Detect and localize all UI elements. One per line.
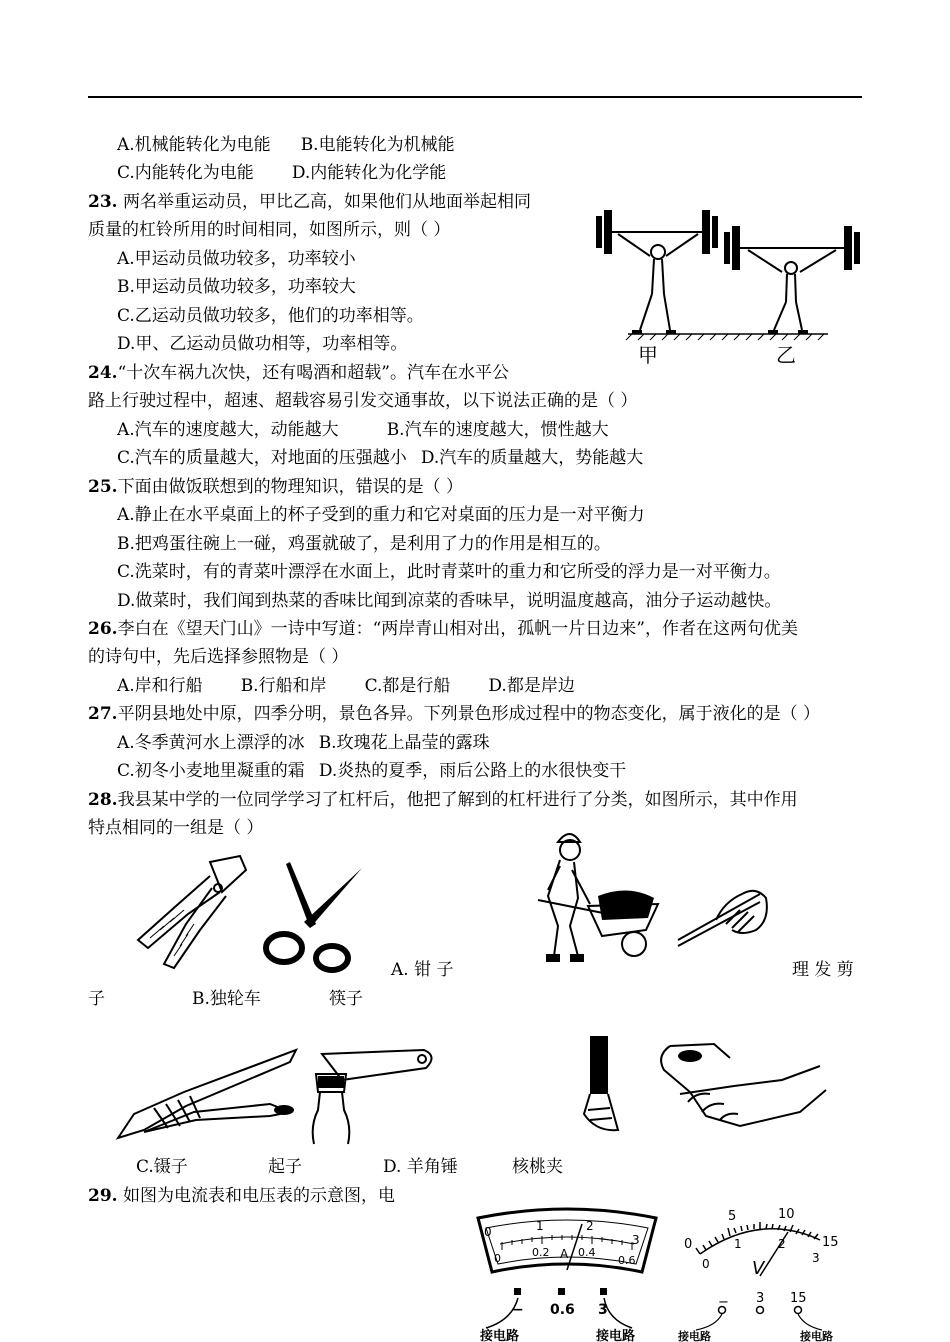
q25-option-b: B.把鸡蛋往碗上一碰，鸡蛋就破了，是利用了力的作用是相互的。 <box>117 534 611 554</box>
q28-option-a-cont: 理 发 剪 <box>792 960 854 980</box>
bottle-opener-figure <box>306 1046 440 1146</box>
q29-number: 29. <box>88 1186 118 1206</box>
q23-option-d: D.甲、乙运动员做功相等，功率相等。 <box>117 334 408 354</box>
ammeter-terminal-label: 3 <box>598 1302 608 1318</box>
q23-option-b: B.甲运动员做功较多，功率较大 <box>117 277 356 297</box>
ammeter-lower-tick: 0.6 <box>618 1254 636 1267</box>
q25-option-c: C.洗菜时，有的青菜叶漂浮在水面上，此时青菜叶的重力和它所受的浮力是一对平衡力。 <box>117 562 781 582</box>
q24-options-row2 <box>117 447 643 469</box>
voltmeter-upper-tick: 15 <box>822 1235 839 1250</box>
q23-stem-line2: 质量的杠铃所用的时间相同，如图所示，则（ ） <box>88 220 451 240</box>
tweezers-figure <box>114 1046 298 1146</box>
q27-options-row2 <box>117 760 626 782</box>
q25-option-d: D.做菜时，我们闻到热菜的香味比闻到凉菜的香味早，说明温度越高，油分子运动越快。 <box>117 591 782 611</box>
ammeter-upper-tick: 3 <box>632 1233 640 1247</box>
q23-number: 23. <box>88 192 118 212</box>
q27-option-b: B.玫瑰花上晶莹的露珠 <box>318 733 490 753</box>
ammeter-unit: A <box>560 1247 569 1261</box>
header-rule <box>88 96 862 98</box>
scissors-figure <box>250 862 366 978</box>
voltmeter-terminal-label: 3 <box>756 1291 765 1306</box>
q29-stem: 29. 如图为电流表和电压表的示意图，电 <box>88 1186 395 1206</box>
q28-option-c-cont: 起子 <box>268 1157 302 1177</box>
q26-option-a: A.岸和行船 <box>117 676 203 696</box>
nutcracker-figure <box>650 1036 830 1128</box>
chopsticks-figure <box>676 880 770 948</box>
ammeter-terminal-label: − <box>512 1302 524 1318</box>
ammeter-connect-right: 接电路 <box>596 1329 636 1342</box>
q24-option-b: B.汽车的速度越大，惯性越大 <box>386 420 609 440</box>
q24-stem-line1: 24.“十次车祸九次快，还有喝酒和超载”。汽车在水平公 <box>88 363 509 383</box>
q27-number: 27. <box>88 704 118 724</box>
voltmeter-lower-tick: 1 <box>734 1237 742 1251</box>
q22-option-d: D.内能转化为化学能 <box>291 163 447 183</box>
q28-option-a: A. 钳 子 <box>391 960 454 980</box>
voltmeter-lower-tick: 2 <box>778 1237 786 1251</box>
q24-number: 24. <box>88 363 118 383</box>
ammeter-upper-tick: 2 <box>586 1219 594 1233</box>
q28-option-a-cont2: 子 <box>88 989 105 1009</box>
q26-options <box>117 675 575 697</box>
q23-option-c: C.乙运动员做功较多，他们的功率相等。 <box>117 306 424 326</box>
q22-options-row1 <box>117 134 455 156</box>
q24-options-row1 <box>117 419 609 441</box>
voltmeter-upper-tick: 10 <box>778 1207 795 1222</box>
q27-stem: 27.平阴县地处中原，四季分明，景色各异。下列景色形成过程中的物态变化，属于液化的是（ ） <box>88 704 820 724</box>
q28-option-d: D. 羊角锤 <box>383 1157 458 1177</box>
q23-option-a: A.甲运动员做功较多，功率较小 <box>117 249 356 269</box>
q28-stem-line2: 特点相同的一组是（ ） <box>88 818 264 838</box>
voltmeter-lower-tick: 0 <box>702 1257 710 1271</box>
q25-option-a: A.静止在水平桌面上的杯子受到的重力和它对桌面的压力是一对平衡力 <box>117 505 645 525</box>
ammeter-lower-tick: 0.4 <box>578 1246 596 1259</box>
ammeter-lower-tick: 0 <box>494 1252 501 1265</box>
claw-hammer-figure <box>576 1034 626 1136</box>
q28-option-b-cont: 筷子 <box>329 989 363 1009</box>
q27-option-c: C.初冬小麦地里凝重的霜 <box>117 761 305 781</box>
q26-option-d: D.都是岸边 <box>488 676 575 696</box>
q28-option-c: C.镊子 <box>136 1157 188 1177</box>
q28-number: 28. <box>88 790 118 810</box>
voltmeter-connect-left: 接电路 <box>678 1330 711 1342</box>
q26-number: 26. <box>88 619 118 639</box>
label-yi: 乙 <box>776 343 796 367</box>
voltmeter-figure <box>672 1204 850 1342</box>
q23-stem-line1: 23. 两名举重运动员，甲比乙高，如果他们从地面举起相同 <box>88 192 531 212</box>
voltmeter-terminal-label: 15 <box>790 1291 807 1306</box>
weightlifters-figure <box>588 202 868 370</box>
q26-option-b: B.行船和岸 <box>240 676 327 696</box>
q22-option-c: C.内能转化为电能 <box>117 163 254 183</box>
q24-option-c: C.汽车的质量越大，对地面的压强越小 <box>117 448 407 468</box>
q24-stem-line2: 路上行驶过程中，超速、超载容易引发交通事故，以下说法正确的是（ ） <box>88 391 638 411</box>
voltmeter-connect-right: 接电路 <box>800 1330 833 1342</box>
q27-options-row1 <box>117 732 490 754</box>
ammeter-terminal-label: 0.6 <box>550 1302 575 1318</box>
ammeter-upper-tick: 0 <box>484 1225 492 1239</box>
q26-stem-line1: 26.李白在《望天门山》一诗中写道：“两岸青山相对出，孤帆一片日边来”，作者在这两句优美 <box>88 619 798 639</box>
pliers-figure <box>130 852 250 976</box>
voltmeter-terminal-label: − <box>718 1295 729 1310</box>
q22-option-b: B.电能转化为机械能 <box>300 135 455 155</box>
label-jia: 甲 <box>638 343 658 367</box>
q22-options-row2 <box>117 162 446 184</box>
q25-number: 25. <box>88 477 118 497</box>
lifter-jia <box>610 232 704 330</box>
ammeter-figure <box>472 1206 662 1342</box>
q28-option-b: B.独轮车 <box>192 989 261 1009</box>
ammeter-connect-left: 接电路 <box>480 1329 520 1342</box>
q28-option-d-cont: 核桃夹 <box>512 1157 563 1177</box>
ammeter-lower-tick: 0.2 <box>532 1246 550 1259</box>
q27-option-d: D.炎热的夏季，雨后公路上的水很快变干 <box>318 761 627 781</box>
ammeter-upper-tick: 1 <box>536 1219 544 1233</box>
q24-option-a: A.汽车的速度越大，动能越大 <box>117 420 339 440</box>
lifter-yi <box>740 248 844 330</box>
q24-option-d: D.汽车的质量越大，势能越大 <box>420 448 644 468</box>
voltmeter-upper-tick: 5 <box>728 1209 737 1224</box>
wheelbarrow-figure <box>518 826 668 968</box>
voltmeter-upper-tick: 0 <box>684 1237 693 1252</box>
voltmeter-unit: V <box>752 1258 765 1279</box>
q27-option-a: A.冬季黄河水上漂浮的冰 <box>117 733 305 753</box>
q26-stem-line2: 的诗句中，先后选择参照物是（ ） <box>88 647 349 667</box>
voltmeter-lower-tick: 3 <box>812 1251 820 1265</box>
q22-option-a: A.机械能转化为电能 <box>117 135 271 155</box>
q25-stem: 25.下面由做饭联想到的物理知识，错误的是（ ） <box>88 477 463 497</box>
q28-stem-line1: 28.我县某中学的一位同学学习了杠杆后，他把了解到的杠杆进行了分类，如图所示，其中作用 <box>88 790 798 810</box>
q26-option-c: C.都是行船 <box>364 676 451 696</box>
